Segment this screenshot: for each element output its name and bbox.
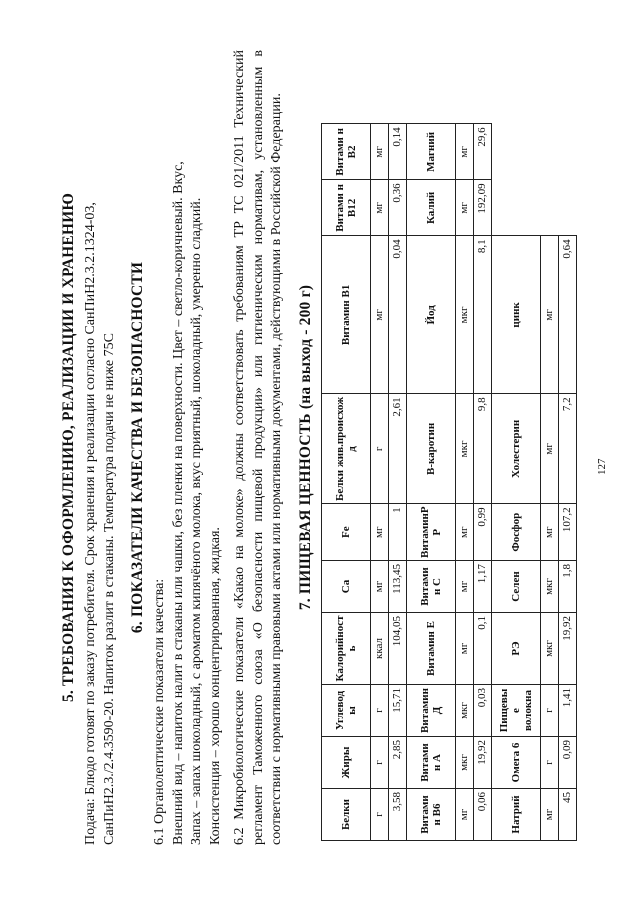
header-cell: Fe bbox=[321, 504, 370, 561]
value-cell: 2,61 bbox=[388, 394, 406, 504]
microbiological-text: 6.2 Микробиологические показатели «Какао на молоке» должны соответствовать требованиям ТР ТС 021/2011 Технический регламент Таможенного союза «О безопасности пищевой продукции» или гигиеническим нормативам, установленным в соответствии с нормативными правовыми актами или нормативными документами, действующими в Российской Федерации. bbox=[232, 50, 284, 845]
page-content bbox=[60, 50, 577, 845]
value-cell: 0,03 bbox=[473, 685, 491, 737]
value-cell: 113,45 bbox=[388, 561, 406, 613]
unit-cell: г bbox=[370, 737, 388, 789]
header-cell: Витами н A bbox=[406, 737, 455, 789]
value-cell: 0,99 bbox=[473, 504, 491, 561]
header-cell: Витамин Е bbox=[406, 613, 455, 685]
header-cell: Омега 6 bbox=[491, 737, 540, 789]
unit-cell: мг bbox=[370, 561, 388, 613]
header-cell: Магний bbox=[406, 124, 455, 180]
header-cell: Пищевы е волокна bbox=[491, 685, 540, 737]
value-cell: 0,06 bbox=[473, 789, 491, 841]
unit-cell: мг bbox=[370, 124, 388, 180]
header-cell: Ca bbox=[321, 561, 370, 613]
value-cell: 19,92 bbox=[473, 737, 491, 789]
header-cell: Углевод ы bbox=[321, 685, 370, 737]
section5-title: 5. ТРЕБОВАНИЯ К ОФОРМЛЕНИЮ, РЕАЛИЗАЦИИ И ХРАНЕНИЮ bbox=[60, 192, 77, 703]
nutrition-header-row-3 bbox=[491, 124, 540, 841]
value-cell: 19,92 bbox=[558, 613, 576, 685]
unit-cell: мкг bbox=[455, 236, 473, 394]
value-cell: 0,1 bbox=[473, 613, 491, 685]
serving-line-2: СанПиН2.3./2.4.3590-20. Напиток разлит в стаканы. Температура подачи не ниже 75С bbox=[101, 333, 117, 845]
nutrition-value-row-3 bbox=[558, 124, 576, 841]
header-cell: Белки bbox=[321, 789, 370, 841]
unit-cell: мкг bbox=[455, 737, 473, 789]
value-cell: 2,85 bbox=[388, 737, 406, 789]
header-cell: РЭ bbox=[491, 613, 540, 685]
value-cell: 45 bbox=[558, 789, 576, 841]
value-cell: 1,8 bbox=[558, 561, 576, 613]
unit-cell: мг bbox=[455, 789, 473, 841]
section6-title: 6. ПОКАЗАТЕЛИ КАЧЕСТВА И БЕЗОПАСНОСТИ bbox=[129, 261, 146, 634]
unit-cell: г bbox=[540, 737, 558, 789]
unit-cell: мкг bbox=[540, 561, 558, 613]
header-cell: Витамин Д bbox=[406, 685, 455, 737]
unit-cell: г bbox=[370, 394, 388, 504]
value-cell: 0,04 bbox=[388, 236, 406, 394]
value-cell: 0,64 bbox=[558, 236, 576, 394]
unit-cell: мг bbox=[370, 180, 388, 236]
unit-cell: мкг bbox=[540, 613, 558, 685]
value-cell: 104,05 bbox=[388, 613, 406, 685]
header-cell: Йод bbox=[406, 236, 455, 394]
value-cell: 3,58 bbox=[388, 789, 406, 841]
value-cell: 0,14 bbox=[388, 124, 406, 180]
unit-cell: мг bbox=[455, 561, 473, 613]
nutrition-unit-row-3 bbox=[540, 124, 558, 841]
smell-text: Запах – запах шоколадный, с ароматом кипячёного молока, вкус приятный, шоколадный, умеренно сладкий. bbox=[189, 197, 204, 845]
value-cell: 0,36 bbox=[388, 180, 406, 236]
header-cell: Калий bbox=[406, 180, 455, 236]
unit-cell: мг bbox=[370, 236, 388, 394]
nutrition-value-row-1 bbox=[388, 124, 406, 841]
header-cell: Белки жив.происхож д bbox=[321, 394, 370, 504]
serving-line-1: Подача: Блюдо готовят по заказу потребителя. Срок хранения и реализации согласно СанПиН2.3.2.1324-03, bbox=[83, 202, 98, 845]
header-cell: Витами н B12 bbox=[321, 180, 370, 236]
unit-cell: мг bbox=[455, 504, 473, 561]
nutrition-value-row-2 bbox=[473, 124, 491, 841]
unit-cell: мг bbox=[540, 504, 558, 561]
unit-cell: мг bbox=[455, 180, 473, 236]
unit-cell: мкг bbox=[455, 685, 473, 737]
appearance-text: Внешний вид – напиток налит в стаканы или чашки, без пленки на поверхности. Цвет – светло-коричневый. Вкус, bbox=[170, 161, 186, 845]
page-number: 127 bbox=[596, 458, 608, 475]
header-cell: Витами н С bbox=[406, 561, 455, 613]
unit-cell: мг bbox=[455, 124, 473, 180]
value-cell: 7,2 bbox=[558, 394, 576, 504]
unit-cell: мг bbox=[540, 394, 558, 504]
value-cell: 1,41 bbox=[558, 685, 576, 737]
header-cell: Селен bbox=[491, 561, 540, 613]
unit-cell: г bbox=[540, 685, 558, 737]
value-cell: 107,2 bbox=[558, 504, 576, 561]
header-cell: Натрий bbox=[491, 789, 540, 841]
section7-title: 7. ПИЩЕВАЯ ЦЕННОСТЬ (на выход - 200 г) bbox=[296, 284, 314, 611]
organoleptic-intro: 6.1 Органолептические показатели качества: bbox=[152, 578, 167, 845]
header-cell: Калорийност ь bbox=[321, 613, 370, 685]
nutrition-header-row-2 bbox=[406, 124, 455, 841]
unit-cell: мкг bbox=[455, 394, 473, 504]
value-cell: 15,71 bbox=[388, 685, 406, 737]
consistency-text: Консистенция – хорошо концентрированная, жидкая. bbox=[207, 527, 223, 845]
unit-cell: мг bbox=[540, 789, 558, 841]
header-cell: ВитаминР Р bbox=[406, 504, 455, 561]
value-cell: 8,1 bbox=[473, 236, 491, 394]
nutrition-unit-row-1 bbox=[370, 124, 388, 841]
unit-cell: г bbox=[370, 789, 388, 841]
header-cell: Витамин B1 bbox=[321, 236, 370, 394]
value-cell: 29,6 bbox=[473, 124, 491, 180]
nutrition-header-row-1 bbox=[321, 124, 370, 841]
header-cell: Витами н B6 bbox=[406, 789, 455, 841]
value-cell: 9,8 bbox=[473, 394, 491, 504]
unit-cell: г bbox=[370, 685, 388, 737]
value-cell: 192,09 bbox=[473, 180, 491, 236]
header-cell: Витами н B2 bbox=[321, 124, 370, 180]
unit-cell: ккал bbox=[370, 613, 388, 685]
unit-cell: мг bbox=[370, 504, 388, 561]
unit-cell: мг bbox=[540, 236, 558, 394]
header-cell: В-каротин bbox=[406, 394, 455, 504]
value-cell: 1,17 bbox=[473, 561, 491, 613]
header-cell: цинк bbox=[491, 236, 540, 394]
header-cell: Холестерин bbox=[491, 394, 540, 504]
nutrition-unit-row-2 bbox=[455, 124, 473, 841]
unit-cell: мг bbox=[455, 613, 473, 685]
header-cell: Фосфор bbox=[491, 504, 540, 561]
header-cell: Жиры bbox=[321, 737, 370, 789]
nutrition-table bbox=[321, 123, 577, 841]
value-cell: 0,09 bbox=[558, 737, 576, 789]
value-cell: 1 bbox=[388, 504, 406, 561]
